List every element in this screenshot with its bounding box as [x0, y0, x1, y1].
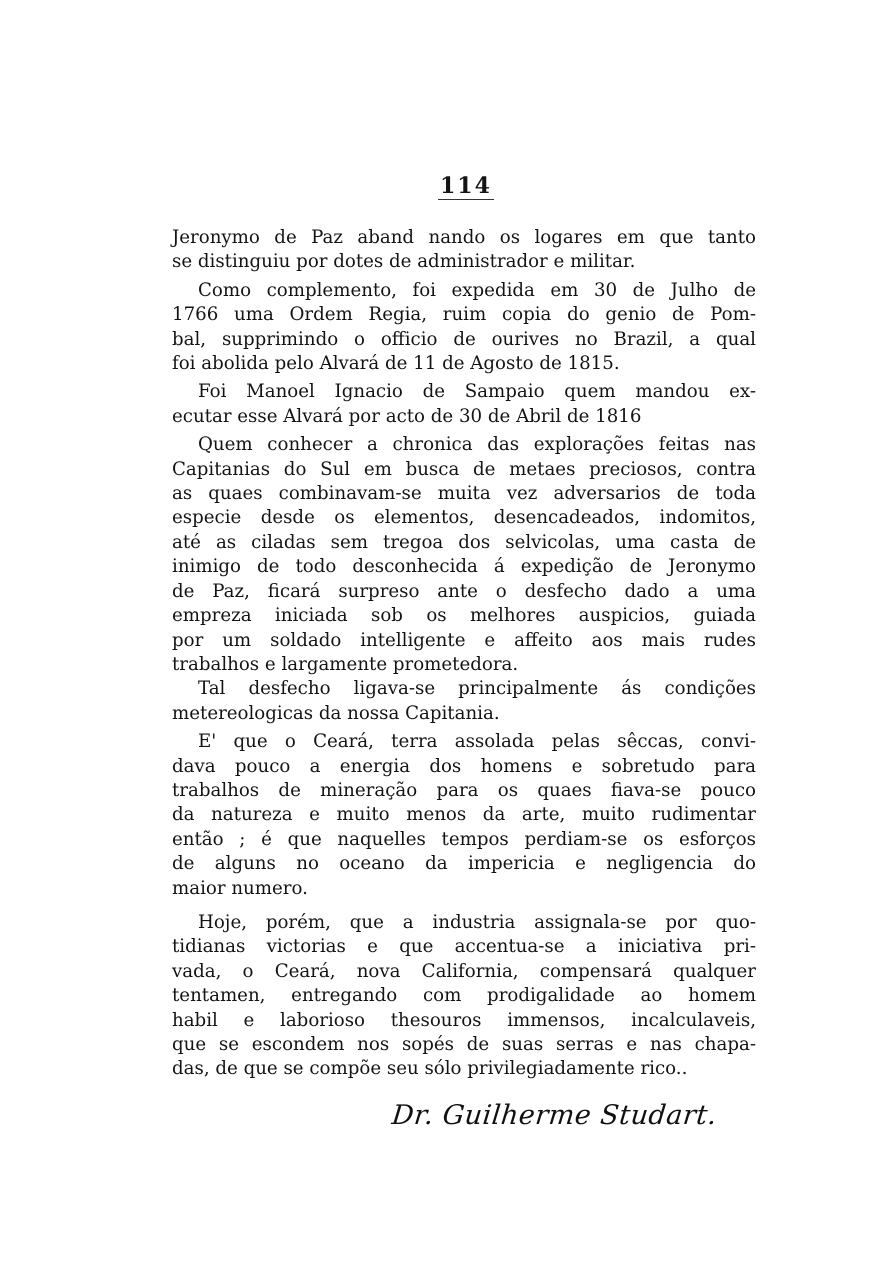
text-line: tidianas victorias e que accentua-se a iniciativa pri-	[172, 936, 756, 958]
paragraph-3	[172, 380, 756, 429]
text-line: ecutar esse Alvará por acto de 30 de Abril de 1816	[172, 405, 642, 427]
text-line: de Paz, ficará surpreso ante o desfecho dado a uma	[172, 580, 756, 602]
text-line: habil e laborioso thesouros immensos, incalculaveis,	[172, 1009, 756, 1031]
text-line: então ; é que naquelles tempos perdiam-se os esforços	[172, 828, 756, 850]
paragraph-6	[172, 730, 756, 901]
text-line: que se escondem nos sopés de suas serras e nas chapa-	[172, 1034, 756, 1055]
text-line: Hoje, porém, que a industria assignala-se por quo-	[198, 911, 756, 933]
text-line: por um soldado intelligente e affeito aos mais rudes	[172, 629, 756, 651]
text-line: E' que o Ceará, terra assolada pelas sêccas, convi-	[198, 731, 756, 753]
paragraph-1	[172, 226, 756, 275]
text-line: especie desde os elementos, desencadeados, indomitos,	[172, 507, 756, 529]
text-line: trabalhos de mineração para os quaes fiava-se pouco	[172, 779, 756, 801]
text-line: Foi Manoel Ignacio de Sampaio quem mandou ex-	[198, 381, 756, 403]
text-line: Jeronymo de Paz aband nando os logares em que tanto	[172, 227, 756, 248]
text-line: 1766 uma Ordem Regia, ruim copia do genio de Pom-	[172, 304, 756, 326]
paragraph-7	[172, 911, 756, 1082]
text-line: as quaes combinavam-se muita vez adversarios de toda	[172, 483, 756, 505]
text-line: trabalhos e largamente prometedora.	[172, 653, 519, 675]
text-line: se distinguiu por dotes de administrador e militar.	[172, 251, 636, 273]
text-line: empreza iniciada sob os melhores auspicios, guiada	[172, 605, 756, 627]
text-line: Tal desfecho ligava-se principalmente ás condições	[198, 678, 756, 700]
text-line: Quem conhecer a chronica das explorações feitas nas	[198, 434, 756, 456]
text-line: de alguns no oceano da impericia e negligencia do	[172, 853, 756, 875]
text-line: metereologicas da nossa Capitania.	[172, 702, 500, 724]
text-line: da natureza e muito menos da arte, muito rudimentar	[172, 804, 756, 826]
page-number: 114	[440, 173, 492, 199]
text-line: vada, o Ceará, nova California, compensará qualquer	[172, 960, 756, 982]
text-line: maior numero.	[172, 877, 308, 899]
text-line: até as ciladas sem tregoa dos selvicolas, uma casta de	[172, 531, 756, 553]
text-line: dava pouco a energia dos homens e sobretudo para	[172, 755, 756, 777]
paragraph-2	[172, 279, 756, 377]
article-body	[172, 226, 756, 1082]
text-line: foi abolida pelo Alvará de 11 de Agosto de 1815.	[172, 353, 620, 375]
paragraph-5	[172, 677, 756, 726]
author-signature: Dr. Guilherme Studart.	[390, 1100, 719, 1131]
text-line: tentamen, entregando com prodigalidade ao homem	[172, 985, 756, 1007]
text-line: inimigo de todo desconhecida á expedição de Jeronymo	[172, 556, 756, 578]
paragraph-4	[172, 433, 756, 677]
text-line: bal, supprimindo o officio de ourives no Brazil, a qual	[172, 328, 756, 350]
text-line: Capitanias do Sul em busca de metaes preciosos, contra	[172, 458, 756, 480]
text-line: Como complemento, foi expedida em 30 de Julho de	[198, 279, 756, 301]
text-line: das, de que se compõe seu sólo privilegiadamente rico..	[172, 1058, 688, 1080]
